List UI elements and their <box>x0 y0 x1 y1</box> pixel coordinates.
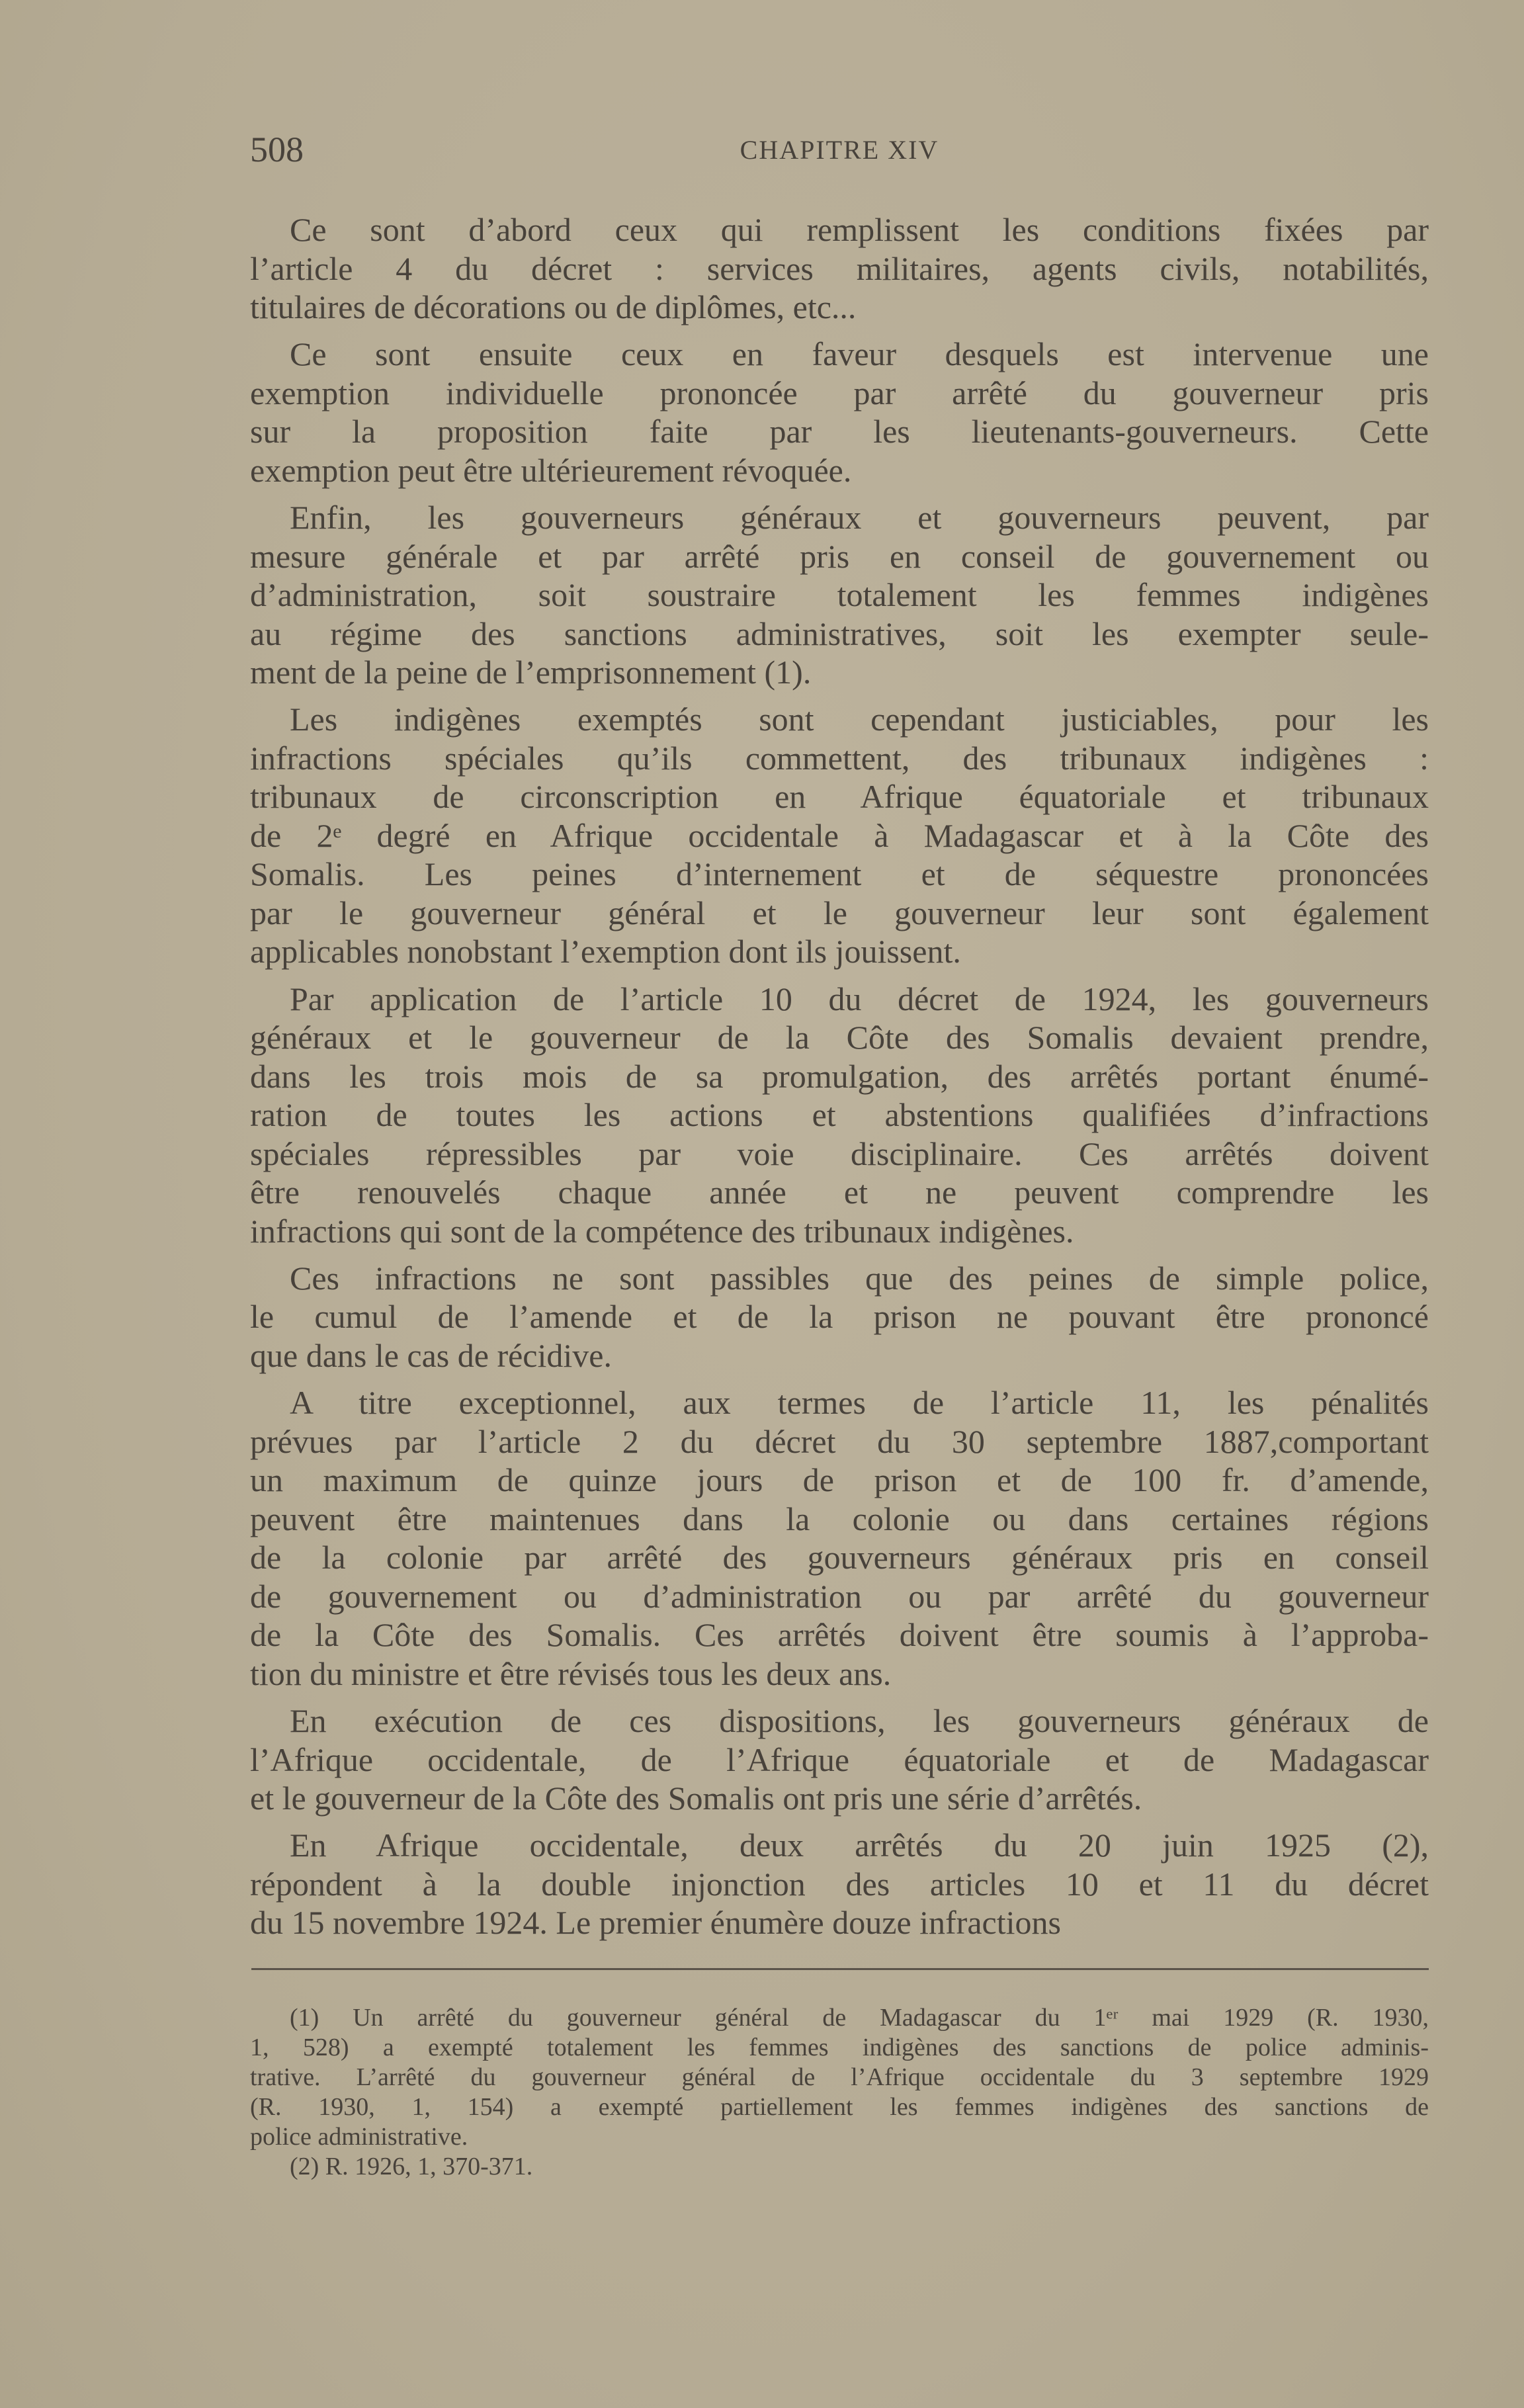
text-line: Les indigènes exemptés sont cependant justiciables, pour les <box>290 701 1429 738</box>
text-line: que dans le cas de récidive. <box>250 1336 612 1374</box>
paragraph <box>250 1701 1429 1818</box>
text-line: le cumul de l’amende et de la prison ne pouvant être prononcé <box>250 1298 1429 1336</box>
text-line: de 2ᵉ degré en Afrique occidentale à Madagascar et à la Côte des <box>250 816 1429 854</box>
paragraph <box>250 210 1429 327</box>
footnote-line: (R. 1930, 1, 154) a exempté partiellement les femmes indigènes des sanctions de <box>250 2093 1429 2121</box>
text-line: Par application de l’article 10 du décret de 1924, les gouverneurs <box>290 980 1429 1017</box>
text-line: Enfin, les gouverneurs généraux et gouverneurs peuvent, par <box>290 499 1429 537</box>
footnote <box>250 2152 1429 2182</box>
text-line: de la Côte des Somalis. Ces arrêtés doivent être soumis à l’approba- <box>250 1616 1429 1654</box>
text-line: tion du ministre et être révisés tous les deux ans. <box>250 1655 892 1692</box>
text-line: un maximum de quinze jours de prison et de 100 fr. d’amende, <box>250 1461 1429 1499</box>
text-line: de gouvernement ou d’administration ou par arrêté du gouverneur <box>250 1577 1429 1615</box>
text-line: mesure générale et par arrêté pris en conseil de gouvernement ou <box>250 537 1429 575</box>
text-line: titulaires de décorations ou de diplômes, etc... <box>250 288 857 325</box>
page-number: 508 <box>250 130 304 169</box>
text-line: par le gouverneur général et le gouverneur leur sont également <box>250 894 1429 931</box>
text-line: ration de toutes les actions et abstentions qualifiées d’infractions <box>250 1096 1429 1134</box>
paragraph <box>250 498 1429 692</box>
text-line: de la colonie par arrêté des gouverneurs généraux pris en conseil <box>250 1539 1429 1576</box>
footnote-line: (1) Un arrêté du gouverneur général de Madagascar du 1ᵉʳ mai 1929 (R. 1930, <box>290 2004 1429 2032</box>
text-line: Ce sont ensuite ceux en faveur desquels est intervenue une <box>290 335 1429 373</box>
footnote-line: police administrative. <box>250 2123 468 2151</box>
text-line: spéciales répressibles par voie disciplinaire. Ces arrêtés doivent <box>250 1135 1429 1172</box>
footnote-divider <box>251 1968 1429 1970</box>
footnote-line: (2) R. 1926, 1, 370-371. <box>290 2153 533 2180</box>
text-line: et le gouverneur de la Côte des Somalis ont pris une série d’arrêtés. <box>250 1780 1142 1817</box>
text-line: au régime des sanctions administratives, soit les exempter seule- <box>250 615 1429 652</box>
text-line: l’article 4 du décret : services militaires, agents civils, notabilités, <box>250 249 1429 287</box>
footnote-line: trative. L’arrêté du gouverneur général de l’Afrique occidentale du 3 septembre 1929 <box>250 2063 1429 2091</box>
text-line: répondent à la double injonction des articles 10 et 11 du décret <box>250 1865 1429 1903</box>
text-line: Ce sont d’abord ceux qui remplissent les conditions fixées par <box>290 211 1429 248</box>
paragraph <box>250 335 1429 490</box>
text-line: Somalis. Les peines d’internement et de séquestre prononcées <box>250 855 1429 893</box>
text-line: du 15 novembre 1924. Le premier énumère douze infractions <box>250 1904 1061 1942</box>
text-line: être renouvelés chaque année et ne peuvent comprendre les <box>250 1174 1429 1211</box>
text-line: tribunaux de circonscription en Afrique équatoriale et tribunaux <box>250 778 1429 816</box>
page-header <box>250 129 1429 175</box>
footnotes <box>250 2003 1429 2182</box>
text-line: sur la proposition faite par les lieutenants-gouverneurs. Cette <box>250 413 1429 451</box>
text-line: peuvent être maintenues dans la colonie ou dans certaines régions <box>250 1500 1429 1537</box>
text-line: En exécution de ces dispositions, les gouverneurs généraux de <box>290 1702 1429 1740</box>
paragraph <box>250 1259 1429 1375</box>
text-line: dans les trois mois de sa promulgation, des arrêtés portant énumé- <box>250 1057 1429 1095</box>
text-line: généraux et le gouverneur de la Côte des Somalis devaient prendre, <box>250 1019 1429 1056</box>
text-line: exemption peut être ultérieurement révoquée. <box>250 451 852 489</box>
text-line: l’Afrique occidentale, de l’Afrique équatoriale et de Madagascar <box>250 1741 1429 1778</box>
text-line: applicables nonobstant l’exemption dont ils jouissent. <box>250 933 961 970</box>
text-line: ment de la peine de l’emprisonnement (1). <box>250 654 812 691</box>
body-text <box>250 210 1429 1951</box>
text-line: exemption individuelle prononcée par arrêté du gouverneur pris <box>250 374 1429 411</box>
text-line: prévues par l’article 2 du décret du 30 septembre 1887,comportant <box>250 1422 1429 1460</box>
paragraph <box>250 1826 1429 1942</box>
paragraph <box>250 980 1429 1251</box>
paragraph <box>250 700 1429 971</box>
running-head: CHAPITRE XIV <box>740 135 939 165</box>
text-line: infractions qui sont de la compétence des tribunaux indigènes. <box>250 1212 1074 1250</box>
footnote <box>250 2003 1429 2152</box>
text-line: infractions spéciales qu’ils commettent, des tribunaux indigènes : <box>250 739 1429 777</box>
text-line: d’administration, soit soustraire totalement les femmes indigènes <box>250 576 1429 614</box>
footnote-line: 1, 528) a exempté totalement les femmes indigènes des sanctions de police adminis- <box>250 2034 1429 2061</box>
text-line: A titre exceptionnel, aux termes de l’article 11, les pénalités <box>290 1384 1429 1422</box>
text-line: Ces infractions ne sont passibles que des peines de simple police, <box>290 1259 1429 1297</box>
paragraph <box>250 1383 1429 1693</box>
text-line: En Afrique occidentale, deux arrêtés du 20 juin 1925 (2), <box>290 1827 1429 1864</box>
